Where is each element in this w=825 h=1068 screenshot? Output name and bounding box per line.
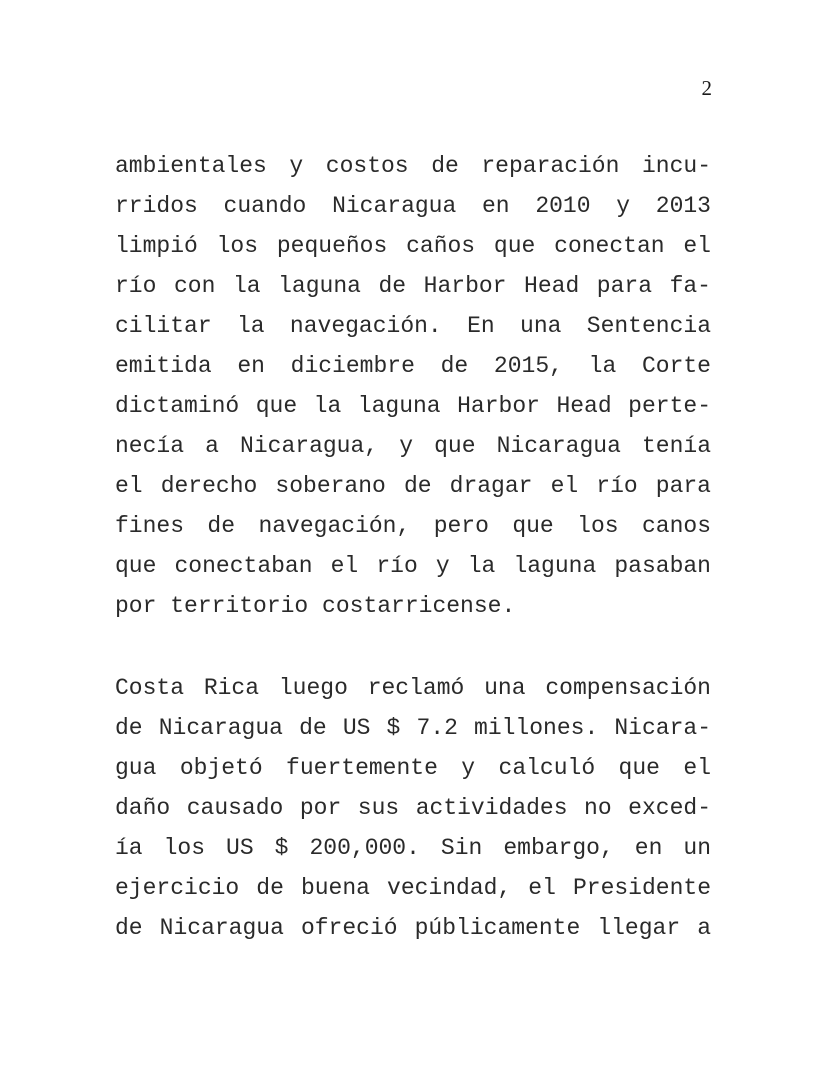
text-line: el derecho soberano de dragar el río para [115,473,711,499]
text-line: por territorio costarricense. [115,593,516,619]
text-line: cilitar la navegación. En una Sentencia [115,313,711,339]
text-line: de Nicaragua de US $ 7.2 millones. Nicara- [115,715,711,741]
text-line: necía a Nicaragua, y que Nicaragua tenía [115,433,711,459]
text-line: gua objetó fuertemente y calculó que el [115,755,711,781]
text-line: limpió los pequeños caños que conectan el [115,233,711,259]
text-line: ejercicio de buena vecindad, el Presidente [115,875,711,901]
text-line: ambientales y costos de reparación incu- [115,153,711,179]
text-line: daño causado por sus actividades no exced- [115,795,711,821]
text-line: río con la laguna de Harbor Head para fa- [115,273,711,299]
paragraph-1 [115,146,711,626]
text-line: emitida en diciembre de 2015, la Corte [115,353,711,379]
page-number: 2 [701,76,712,100]
document-body [115,146,711,990]
text-line: de Nicaragua ofreció públicamente llegar a [115,915,711,941]
text-line: Costa Rica luego reclamó una compensación [115,675,711,701]
paragraph-2 [115,668,711,948]
text-line: ía los US $ 200,000. Sin embargo, en un [115,835,711,861]
text-line: rridos cuando Nicaragua en 2010 y 2013 [115,193,711,219]
text-line: dictaminó que la laguna Harbor Head perte- [115,393,711,419]
text-line: fines de navegación, pero que los canos [115,513,711,539]
text-line: que conectaban el río y la laguna pasaban [115,553,711,579]
